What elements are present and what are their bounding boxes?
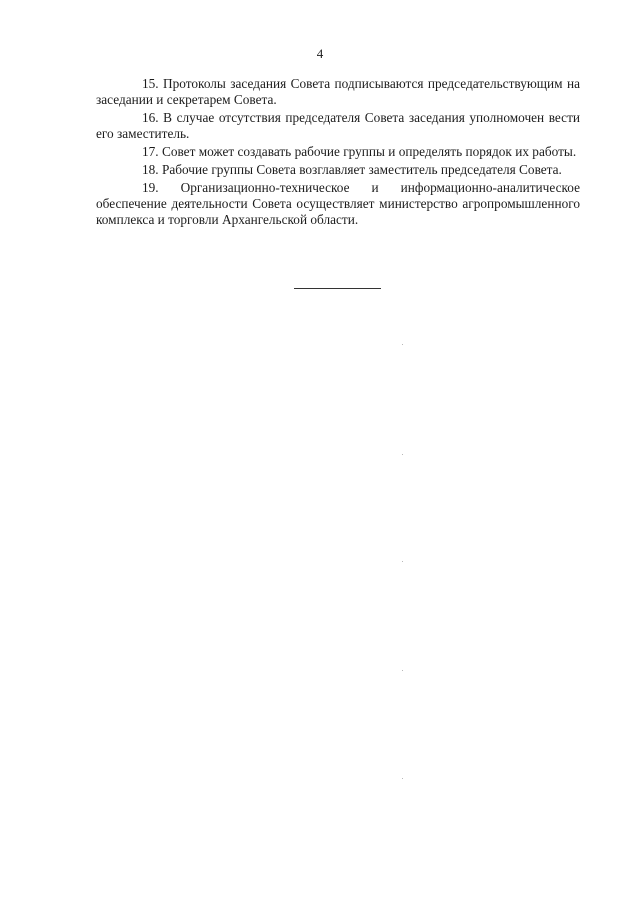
scan-artifact [402,454,403,455]
scan-artifact [402,561,403,562]
end-separator-line [294,288,381,289]
page-number: 4 [316,46,324,61]
paragraph-18: 18. Рабочие группы Совета возглавляет заместитель председателя Совета. [142,161,562,177]
document-body [96,76,580,230]
scan-artifact [402,778,403,779]
paragraph-15: 15. Протоколы заседания Совета подписываются председательствующим на заседании и секретарем Совета. [96,76,580,108]
scan-artifact [402,344,403,345]
scan-artifact [402,670,403,671]
paragraph-16: 16. В случае отсутствия председателя Совета заседания уполномочен вести его заместитель. [96,110,580,142]
paragraph-19: 19. Организационно-техническое и информационно-аналитическое обеспечение деятельности Совета осуществляет министерство агропромышленного комплекса и торговли Архангельской области. [96,179,580,228]
paragraph-17: 17. Совет может создавать рабочие группы и определять порядок их работы. [142,144,577,160]
